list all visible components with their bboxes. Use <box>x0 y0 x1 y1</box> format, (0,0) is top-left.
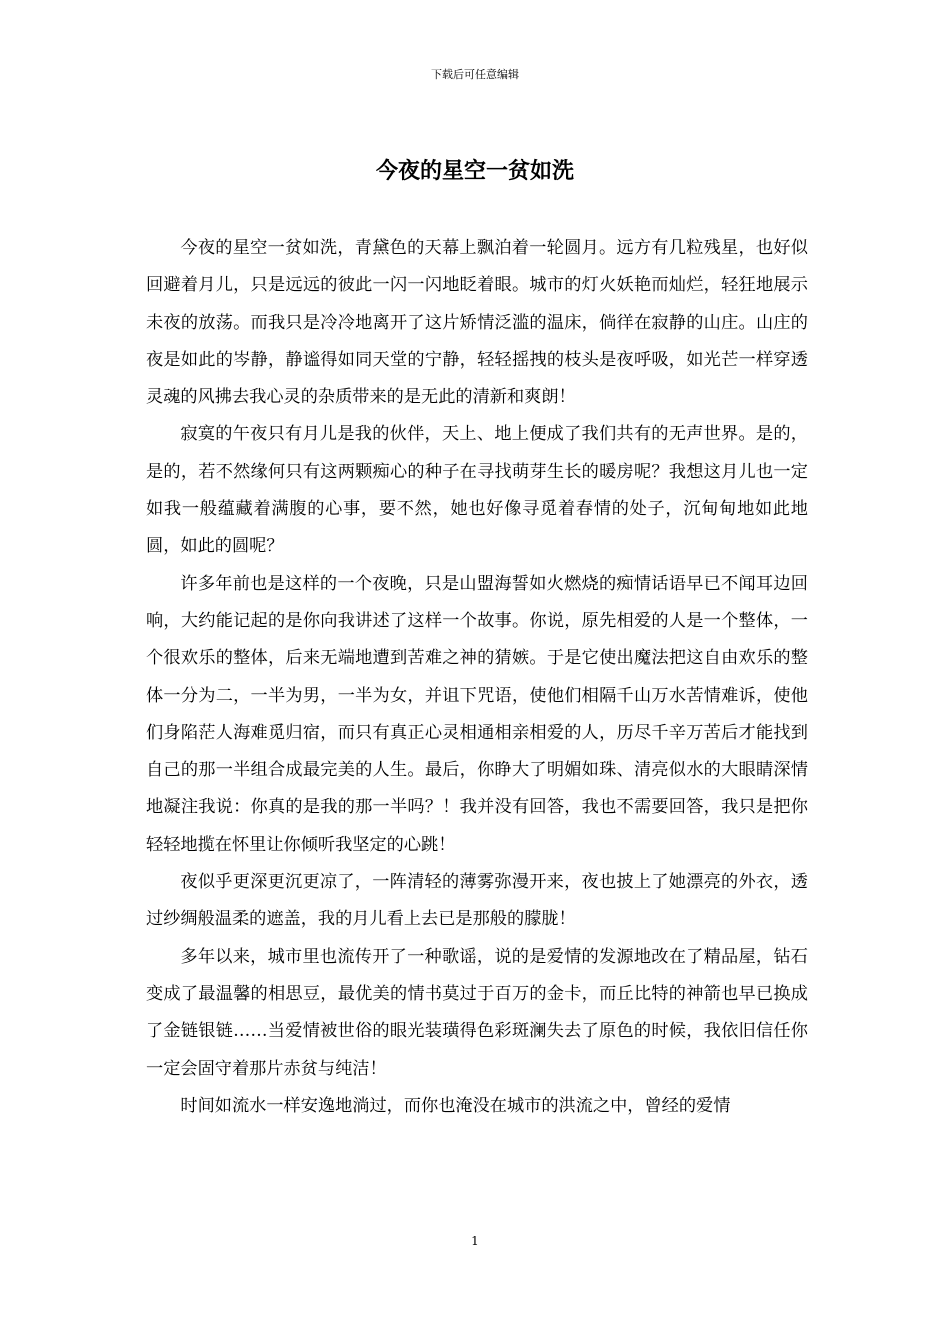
paragraph-1: 今夜的星空一贫如洗，青黛色的天幕上飘泊着一轮圆月。远方有几粒残星，也好似回避着月儿，只是远远的彼此一闪一闪地眨着眼。城市的灯火妖艳而灿烂，轻狂地展示未夜的放荡。而我只是冷冷地离开了这片矫情泛滥的温床，倘徉在寂静的山庄。山庄的夜是如此的岑静，静谧得如同天堂的宁静，轻轻摇拽的枝头是夜呼吸，如光芒一样穿透灵魂的风拂去我心灵的杂质带来的是无此的清新和爽朗！ <box>146 238 808 408</box>
paragraph-3: 许多年前也是这样的一个夜晚，只是山盟海誓如火燃烧的痴情话语早已不闻耳边回响，大约能记起的是你向我讲述了这样一个故事。你说，原先相爱的人是一个整体，一个很欢乐的整体，后来无端地遭到苦难之神的猜嫉。于是它使出魔法把这自由欢乐的整体一分为二，一半为男，一半为女，并诅下咒语，使他们相隔千山万水苦情难诉，使他们身陷茫人海难觅归宿，而只有真正心灵相通相亲相爱的人，历尽千辛万苦后才能找到自己的那一半组合成最完美的人生。最后，你睁大了明媚如珠、清亮似水的大眼睛深情地凝注我说：你真的是我的那一半吗？！我并没有回答，我也不需要回答，我只是把你轻轻地揽在怀里让你倾听我坚定的心跳！ <box>146 573 808 855</box>
paragraph-6: 时间如流水一样安逸地淌过，而你也淹没在城市的洪流之中，曾经的爱情 <box>180 1095 731 1116</box>
paragraph-4: 夜似乎更深更沉更凉了，一阵清轻的薄雾弥漫开来，夜也披上了她漂亮的外衣，透过纱绸般温柔的遮盖，我的月儿看上去已是那般的朦胧！ <box>146 872 808 930</box>
header-note: 下载后可任意编辑 <box>431 68 519 81</box>
document-body <box>146 230 808 1125</box>
page-number: 1 <box>471 1234 479 1248</box>
paragraph-2: 寂寞的午夜只有月儿是我的伙伴，天上、地上便成了我们共有的无声世界。是的，是的，若不然缘何只有这两颗痴心的种子在寻找萌芽生长的暖房呢？我想这月儿也一定如我一般蕴藏着满腹的心事，要不然，她也好像寻觅着春情的处子，沉甸甸地如此地圆，如此的圆呢？ <box>146 424 808 557</box>
paragraph-5: 多年以来，城市里也流传开了一种歌谣，说的是爱情的发源地改在了精品屋，钻石变成了最温馨的相思豆，最优美的情书莫过于百万的金卡，而丘比特的神箭也早已换成了金链银链……当爱情被世俗的眼光装璜得色彩斑澜失去了原色的时候，我依旧信任你一定会固守着那片赤贫与纯洁！ <box>146 946 808 1079</box>
document-title: 今夜的星空一贫如洗 <box>375 158 574 184</box>
